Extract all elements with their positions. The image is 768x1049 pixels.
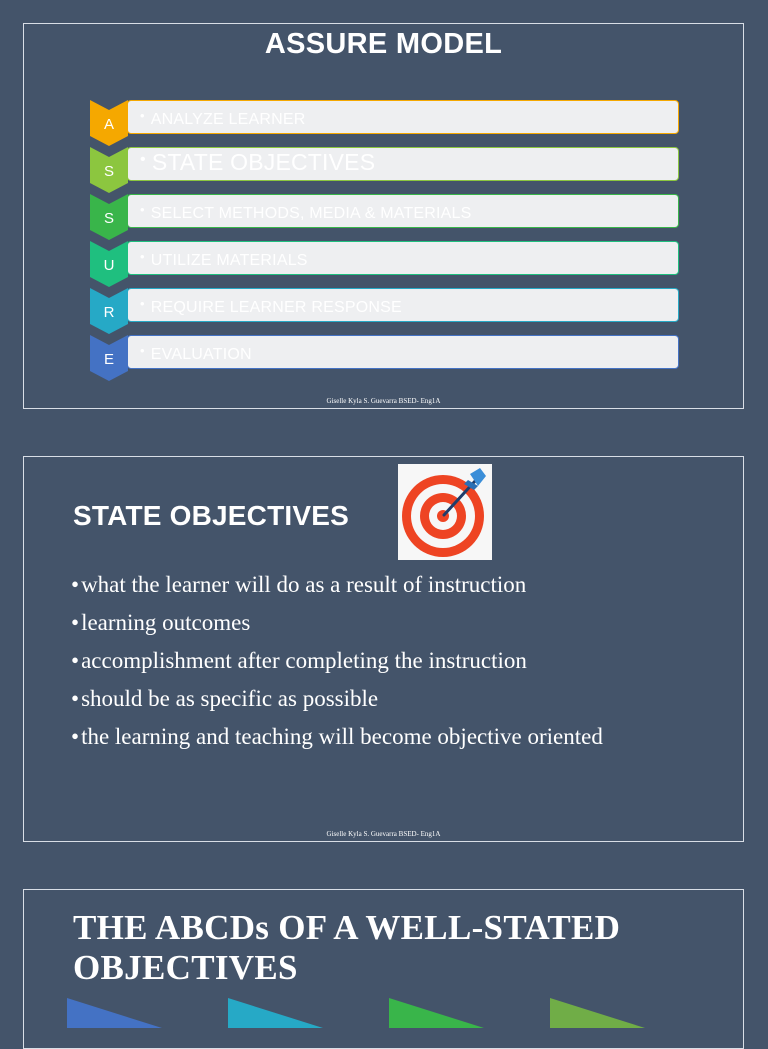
slide-assure-model [23, 23, 744, 409]
bullet-dot: • [140, 151, 146, 168]
step-label: SELECT METHODS, MEDIA & MATERIALS [150, 205, 472, 222]
objective-bullet [71, 683, 603, 721]
step-label: STATE OBJECTIVES [151, 149, 376, 175]
bullet-dot: • [71, 724, 80, 749]
bullet-dot: • [71, 610, 80, 635]
chevron-shape [90, 147, 128, 193]
step-label: EVALUATION [150, 346, 252, 363]
slide-abcds [23, 889, 744, 1049]
objective-bullet [71, 721, 603, 759]
bullet-text: what the learner will do as a result of instruction [81, 572, 527, 597]
assure-step-6 [90, 335, 680, 381]
slide-title-line-2: OBJECTIVES [73, 948, 298, 987]
step-bar [127, 194, 679, 228]
bullet-text: learning outcomes [81, 610, 251, 635]
assure-step-5 [90, 288, 680, 334]
step-label-wrap [140, 249, 308, 270]
target-icon [398, 464, 492, 560]
step-bar [127, 100, 679, 134]
assure-step-4 [90, 241, 680, 287]
step-letter: R [103, 304, 115, 321]
step-label-wrap [140, 149, 375, 176]
step-letter: S [103, 210, 114, 227]
step-label-wrap [140, 108, 306, 129]
step-bar [127, 335, 679, 369]
slide-title [73, 908, 620, 988]
slide-credit: Giselle Kyla S. Guevarra BSED- Eng1A [326, 397, 441, 405]
chevron-shape [90, 335, 128, 381]
bullet-dot: • [140, 202, 145, 217]
bullet-text: should be as specific as possible [81, 686, 379, 711]
slide-title: STATE OBJECTIVES [73, 500, 349, 531]
chevron-shape [90, 194, 128, 240]
step-letter: A [103, 116, 114, 133]
bullet-dot: • [140, 343, 145, 358]
bullet-text: the learning and teaching will become objective oriented [81, 724, 603, 749]
step-label: ANALYZE LEARNER [150, 111, 306, 128]
step-letter: S [103, 163, 114, 180]
step-bar [127, 288, 679, 322]
slide-credit: Giselle Kyla S. Guevarra BSED- Eng1A [326, 830, 441, 838]
objectives-bullet-list [71, 569, 603, 759]
slide-title-line-1: THE ABCDs OF A WELL-STATED [73, 908, 621, 947]
bullet-dot: • [71, 572, 80, 597]
chevron-shape [90, 288, 128, 334]
bullet-dot: • [71, 648, 80, 673]
objective-bullet [71, 645, 603, 683]
assure-step-3 [90, 194, 680, 240]
chevron-shape [90, 241, 128, 287]
bullet-dot: • [140, 249, 145, 264]
step-label-wrap [140, 202, 472, 223]
assure-step-2 [90, 147, 680, 193]
bullet-dot: • [140, 296, 145, 311]
step-letter: U [103, 257, 115, 274]
bullet-dot: • [71, 686, 80, 711]
assure-step-1 [90, 100, 680, 146]
step-label: REQUIRE LEARNER RESPONSE [150, 299, 402, 316]
step-label-wrap [140, 296, 402, 317]
slide-state-objectives [23, 456, 744, 842]
step-label-wrap [140, 343, 252, 364]
step-label: UTILIZE MATERIALS [150, 252, 308, 269]
step-bar [127, 241, 679, 275]
step-letter: E [103, 351, 114, 368]
bullet-text: accomplishment after completing the instruction [81, 648, 527, 673]
objective-bullet [71, 607, 603, 645]
slide-title: ASSURE MODEL [264, 28, 503, 60]
step-bar [127, 147, 679, 181]
bullet-dot: • [140, 108, 145, 123]
objective-bullet [71, 569, 603, 607]
chevron-shape [90, 100, 128, 146]
